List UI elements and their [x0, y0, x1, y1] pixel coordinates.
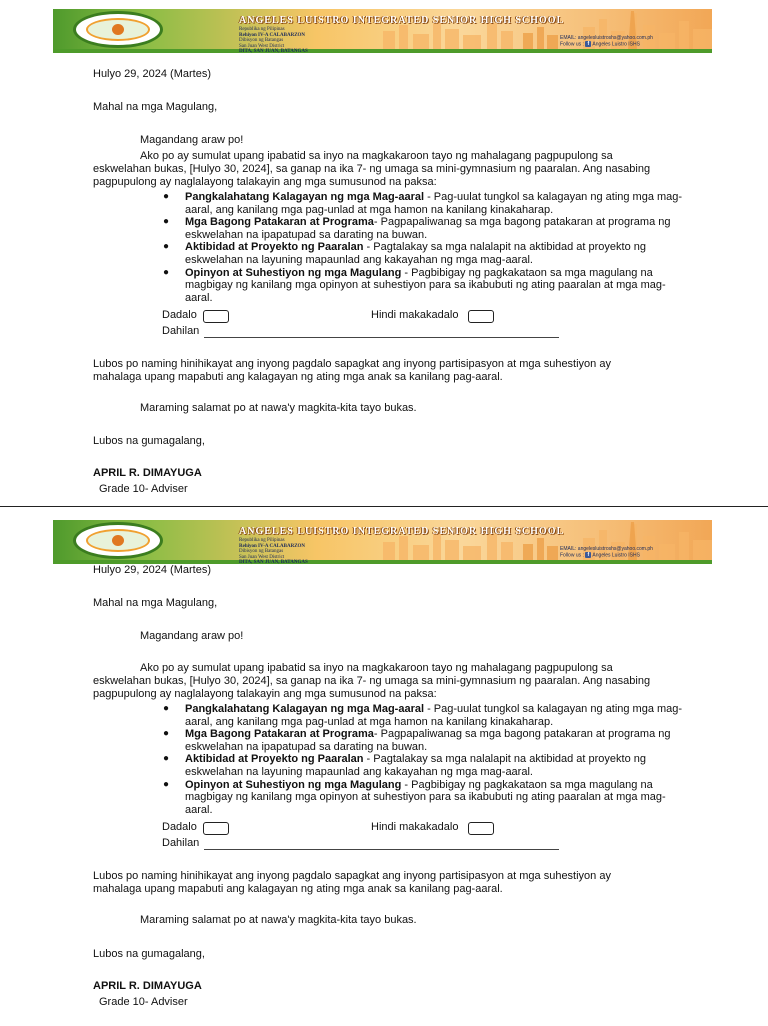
signatory-name: APRIL R. DIMAYUGA	[93, 980, 202, 992]
intro-text: Ako po ay sumulat upang ipabatid sa inyo na magkakaroon tayo ng mahalagang pagpupulong sa eskwelahan bukas, [Hulyo 30, 2024], sa ganap na ika 7- ng umaga sa mini-gymnasium ng paaralan. Ang nasabing pagpupulong ay naglalayong talakayin ang mga sumusunod na paksa:	[93, 662, 651, 700]
address-line: Rehiyon IV-A CALABARZON	[239, 543, 306, 549]
facebook-page-name: Angeles Luistro ISHS	[592, 552, 640, 559]
topic-item	[163, 216, 685, 241]
bullet-icon: ●	[163, 266, 170, 278]
attend-checkbox[interactable]	[203, 822, 229, 835]
school-address	[239, 27, 308, 53]
topic-item	[163, 778, 685, 817]
school-contact	[560, 35, 653, 47]
topic-description: - Pagbibigay ng pagkakataon sa mga magulang na magbigay ng kanilang mga opinyon at suhestiyon para sa ikabubuti ng ating paaralan at mga mag-aaral.	[185, 778, 666, 816]
attend-label: Dadalo	[162, 821, 197, 833]
school-seal-logo	[73, 522, 163, 559]
school-address	[239, 538, 308, 564]
not-attend-checkbox[interactable]	[468, 822, 494, 835]
letter-greeting: Magandang araw po!	[140, 134, 244, 146]
school-seal-logo	[73, 11, 163, 48]
attend-checkbox[interactable]	[203, 310, 229, 323]
bullet-icon: ●	[163, 191, 170, 202]
letter-copy-1	[0, 0, 768, 512]
bullet-icon: ●	[163, 703, 170, 714]
thanks-line: Maraming salamat po at nawa'y magkita-kita tayo bukas.	[140, 914, 417, 926]
bullet-icon: ●	[163, 778, 170, 790]
address-line: Dibisyon ng Batangas	[239, 549, 284, 554]
topic-title: Mga Bagong Patakaran at Programa	[185, 728, 374, 741]
topic-title: Mga Bagong Patakaran at Programa	[185, 216, 374, 229]
address-line: DITA, SAN JUAN, BATANGAS	[239, 560, 308, 564]
school-email: EMAIL: angelesluistroshs@yahoo.com.ph	[560, 546, 653, 552]
topic-title: Aktibidad at Proyekto ng Paaralan	[185, 753, 364, 766]
attend-label: Dadalo	[162, 309, 197, 321]
seal-emblem	[112, 24, 124, 35]
letter-salutation: Mahal na mga Magulang,	[93, 101, 218, 113]
topic-description: - Pagtalakay sa mga nalalapit na aktibidad at proyekto ng eskwelahan na layuning mapaunlad ang kakayahan ng mga mag-aaral.	[185, 241, 647, 266]
letter-date: Hulyo 29, 2024 (Martes)	[93, 68, 211, 80]
bullet-icon: ●	[163, 216, 170, 228]
follow-label: Follow us :	[560, 41, 584, 48]
topic-item	[163, 241, 685, 266]
seal-inner-ring	[86, 18, 150, 41]
address-line: San Juan West District	[239, 554, 285, 560]
signatory-title: Grade 10- Adviser	[99, 996, 188, 1008]
school-contact	[560, 546, 653, 558]
letter-intro-paragraph	[93, 150, 653, 188]
topic-title: Opinyon at Suhestiyon ng mga Magulang	[185, 778, 402, 791]
topics-list	[163, 191, 685, 304]
topic-title: Opinyon at Suhestiyon ng mga Magulang	[185, 266, 402, 279]
reason-label: Dahilan	[162, 325, 200, 337]
seal-emblem	[112, 535, 124, 546]
not-attend-label: Hindi makakadalo	[371, 821, 459, 833]
reason-input-line[interactable]	[204, 849, 559, 850]
bullet-icon: ●	[163, 728, 170, 740]
school-name: ANGELES LUISTRO INTEGRATED SENIOR HIGH SCHOOL	[239, 526, 565, 537]
signatory-name: APRIL R. DIMAYUGA	[93, 467, 202, 479]
not-attend-checkbox[interactable]	[468, 310, 494, 323]
letter-salutation: Mahal na mga Magulang,	[93, 597, 218, 609]
topics-list	[163, 703, 685, 816]
seal-inner-ring	[86, 529, 150, 552]
facebook-icon: f	[585, 41, 591, 47]
reason-label: Dahilan	[162, 837, 200, 849]
school-header-banner	[53, 9, 712, 53]
facebook-page-name: Angeles Luistro ISHS	[592, 41, 640, 48]
address-line: Rehiyon IV-A CALABARZON	[239, 32, 306, 38]
topic-item	[163, 728, 685, 753]
thanks-line: Maraming salamat po at nawa'y magkita-kita tayo bukas.	[140, 402, 417, 414]
topic-item	[163, 703, 685, 728]
topic-title: Aktibidad at Proyekto ng Paaralan	[185, 241, 364, 254]
address-line: DITA, SAN JUAN, BATANGAS	[239, 49, 308, 53]
topic-title: Pangkalahatang Kalagayan ng mga Mag-aaral	[185, 703, 425, 715]
topic-item	[163, 266, 685, 305]
topic-description: - Pagpapaliwanag sa mga bagong patakaran at programa ng eskwelahan na ipapatupad sa darating na buwan.	[185, 728, 671, 753]
follow-label: Follow us :	[560, 552, 584, 559]
address-line: Republika ng Pilipinas	[239, 27, 285, 32]
sign-off: Lubos na gumagalang,	[93, 435, 205, 447]
topic-description: - Pagpapaliwanag sa mga bagong patakaran at programa ng eskwelahan na ipapatupad sa darating na buwan.	[185, 216, 671, 241]
address-line: Dibisyon ng Batangas	[239, 38, 284, 43]
signatory-title: Grade 10- Adviser	[99, 483, 188, 495]
topic-description: - Pagtalakay sa mga nalalapit na aktibidad at proyekto ng eskwelahan na layuning mapaunlad ang kakayahan ng mga mag-aaral.	[185, 753, 647, 778]
letter-copy-2	[0, 514, 768, 1026]
topic-description: - Pag-uulat tungkol sa kalagayan ng ating mga mag-aaral, ang kanilang mga pag-unlad at mga hamon na kanilang kinakaharap.	[185, 703, 683, 728]
school-email: EMAIL: angelesluistroshs@yahoo.com.ph	[560, 35, 653, 41]
facebook-icon: f	[585, 552, 591, 558]
letter-date: Hulyo 29, 2024 (Martes)	[93, 564, 211, 576]
banner-green-band	[53, 49, 712, 53]
closing-paragraph: Lubos po naming hinihikayat ang inyong pagdalo sapagkat ang inyong partisipasyon at mga suhestiyon ay mahalaga upang mapabuti ang kalagayan ng ating mga anak sa kanilang pag-aaral.	[93, 870, 611, 895]
address-line: Republika ng Pilipinas	[239, 538, 285, 543]
topic-description: - Pag-uulat tungkol sa kalagayan ng ating mga mag-aaral, ang kanilang mga pag-unlad at mga hamon na kanilang kinakaharap.	[185, 191, 683, 216]
sign-off: Lubos na gumagalang,	[93, 948, 205, 960]
cut-line-divider	[0, 506, 768, 507]
topic-item	[163, 191, 685, 216]
bullet-icon: ●	[163, 241, 170, 253]
bullet-icon: ●	[163, 753, 170, 765]
school-name: ANGELES LUISTRO INTEGRATED SENIOR HIGH SCHOOL	[239, 15, 565, 26]
school-header-banner	[53, 520, 712, 564]
reason-input-line[interactable]	[204, 337, 559, 338]
letter-greeting: Magandang araw po!	[140, 630, 244, 642]
social-follow	[560, 41, 653, 47]
intro-text: Ako po ay sumulat upang ipabatid sa inyo na magkakaroon tayo ng mahalagang pagpupulong sa eskwelahan bukas, [Hulyo 30, 2024], sa ganap na ika 7- ng umaga sa mini-gymnasium ng paaralan. Ang nasabing pagpupulong ay naglalayong talakayin ang mga sumusunod na paksa:	[93, 150, 651, 188]
not-attend-label: Hindi makakadalo	[371, 309, 459, 321]
social-follow	[560, 552, 653, 558]
address-line: San Juan West District	[239, 43, 285, 49]
letter-intro-paragraph	[93, 662, 653, 700]
topic-title: Pangkalahatang Kalagayan ng mga Mag-aaral	[185, 191, 425, 203]
topic-item	[163, 753, 685, 778]
topic-description: - Pagbibigay ng pagkakataon sa mga magulang na magbigay ng kanilang mga opinyon at suhestiyon para sa ikabubuti ng ating paaralan at mga mag-aaral.	[185, 266, 666, 304]
closing-paragraph: Lubos po naming hinihikayat ang inyong pagdalo sapagkat ang inyong partisipasyon at mga suhestiyon ay mahalaga upang mapabuti ang kalagayan ng ating mga anak sa kanilang pag-aaral.	[93, 358, 611, 383]
